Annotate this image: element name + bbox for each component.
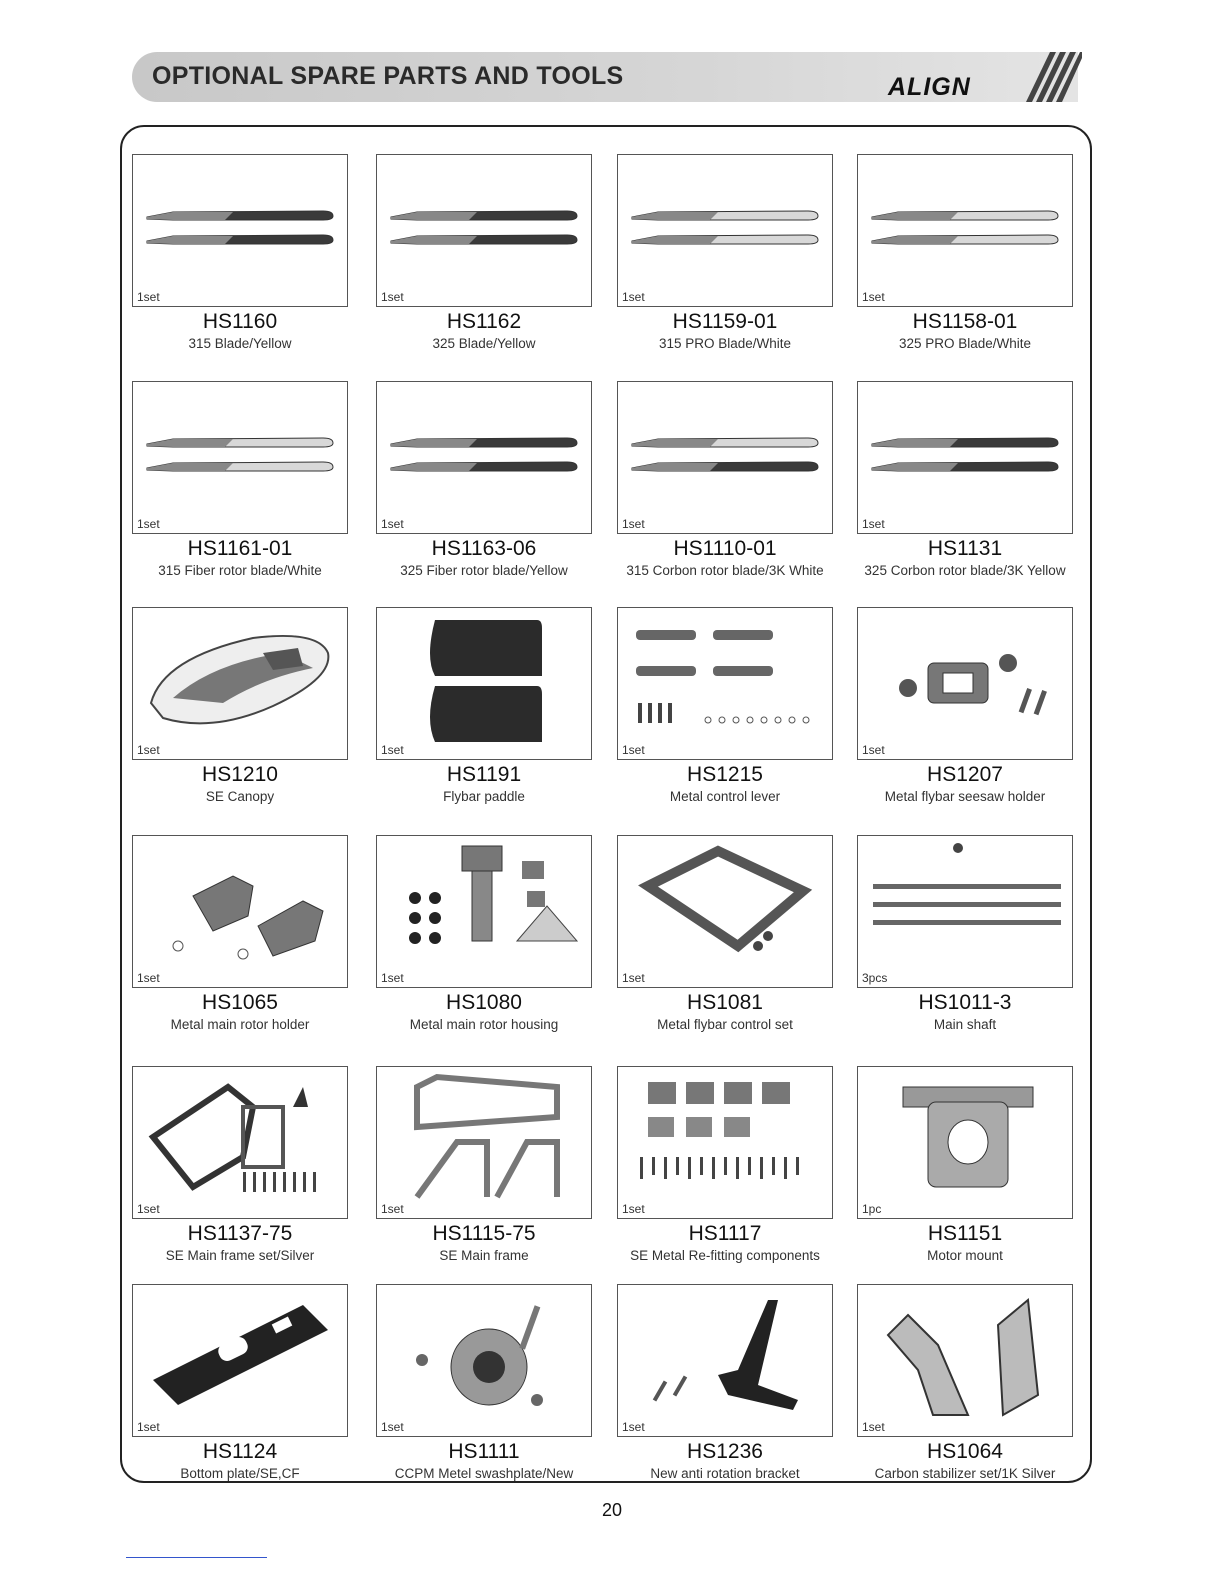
part-tile <box>132 381 348 586</box>
part-description: New anti rotation bracket <box>650 1466 800 1481</box>
part-image <box>376 381 592 534</box>
main-shaft-icon <box>858 836 1072 987</box>
swashplate-icon <box>377 1285 591 1436</box>
rotor-blades-icon <box>618 382 832 533</box>
part-image <box>132 381 348 534</box>
part-description: Metal control lever <box>669 789 781 804</box>
part-quantity: 1set <box>381 517 404 531</box>
page-title: OPTIONAL SPARE PARTS AND TOOLS <box>152 62 624 90</box>
part-code: HS1115-75 <box>432 1222 536 1245</box>
part-tile <box>617 154 833 359</box>
rotor-blades-icon <box>858 382 1072 533</box>
align-logo: ALIGN <box>888 73 971 101</box>
part-image <box>617 607 833 760</box>
flybar-paddle-icon <box>377 608 591 759</box>
part-quantity: 1set <box>381 290 404 304</box>
part-description: Bottom plate/SE,CF <box>180 1466 300 1481</box>
part-tile <box>376 381 592 586</box>
part-code: HS1137-75 <box>187 1222 293 1245</box>
anti-rotation-bracket-icon <box>618 1285 832 1436</box>
part-quantity: 1set <box>137 290 160 304</box>
part-quantity: 1set <box>137 971 160 985</box>
part-quantity: 1set <box>862 1420 885 1434</box>
part-image <box>132 1284 348 1437</box>
part-image <box>857 607 1073 760</box>
part-code: HS1151 <box>927 1222 1003 1245</box>
part-tile <box>376 154 592 359</box>
part-description: SE Canopy <box>205 789 275 804</box>
part-description: SE Main frame <box>439 1248 529 1263</box>
part-image <box>132 1066 348 1219</box>
part-code: HS1011-3 <box>918 991 1012 1014</box>
part-description: 325 PRO Blade/White <box>898 336 1032 351</box>
part-code: HS1210 <box>202 763 278 786</box>
part-description: Flybar paddle <box>443 789 525 804</box>
part-description: CCPM Metel swashplate/New <box>394 1466 574 1481</box>
refitting-components-icon <box>618 1067 832 1218</box>
rotor-blades-icon <box>377 382 591 533</box>
rotor-blades-icon <box>618 155 832 306</box>
part-description: 315 Blade/Yellow <box>188 336 292 351</box>
part-tile <box>376 607 592 812</box>
part-tile <box>376 1284 592 1489</box>
part-image <box>376 835 592 988</box>
part-tile <box>617 1066 833 1271</box>
part-quantity: 1set <box>137 743 160 757</box>
part-quantity: 1set <box>862 743 885 757</box>
part-code: HS1110-01 <box>673 537 777 560</box>
part-image <box>376 154 592 307</box>
part-description: 315 PRO Blade/White <box>658 336 792 351</box>
part-code: HS1161-01 <box>187 537 293 560</box>
part-description: SE Main frame set/Silver <box>165 1248 315 1263</box>
part-description: 325 Blade/Yellow <box>432 336 536 351</box>
part-quantity: 3pcs <box>862 971 888 985</box>
part-image <box>376 607 592 760</box>
part-description: 315 Corbon rotor blade/3K White <box>626 563 824 578</box>
part-image <box>857 154 1073 307</box>
part-image <box>617 154 833 307</box>
part-image <box>132 607 348 760</box>
part-quantity: 1pc <box>862 1202 882 1216</box>
part-quantity: 1set <box>137 1202 160 1216</box>
part-image <box>857 1284 1073 1437</box>
part-image <box>857 835 1073 988</box>
part-quantity: 1set <box>622 1420 645 1434</box>
part-code: HS1124 <box>202 1440 278 1463</box>
flybar-control-icon <box>618 836 832 987</box>
rotor-blades-icon <box>858 155 1072 306</box>
part-code: HS1236 <box>687 1440 763 1463</box>
part-code: HS1080 <box>446 991 522 1014</box>
part-description: Metal main rotor holder <box>170 1017 310 1032</box>
part-image <box>132 154 348 307</box>
part-image <box>132 835 348 988</box>
rotor-blades-icon <box>133 382 347 533</box>
part-description: Metal flybar control set <box>657 1017 793 1032</box>
part-quantity: 1set <box>137 1420 160 1434</box>
stabilizer-icon <box>858 1285 1072 1436</box>
part-code: HS1207 <box>927 763 1003 786</box>
part-quantity: 1set <box>137 517 160 531</box>
part-description: 325 Corbon rotor blade/3K Yellow <box>864 563 1066 578</box>
motor-mount-icon <box>858 1067 1072 1218</box>
part-code: HS1081 <box>687 991 763 1014</box>
footer-link-line <box>126 1557 267 1558</box>
rotor-blades-icon <box>133 155 347 306</box>
part-tile <box>857 1284 1073 1489</box>
part-quantity: 1set <box>622 743 645 757</box>
main-frame-icon <box>377 1067 591 1218</box>
part-tile <box>617 835 833 1040</box>
part-code: HS1163-06 <box>431 537 537 560</box>
part-image <box>617 381 833 534</box>
part-quantity: 1set <box>622 971 645 985</box>
part-description: Carbon stabilizer set/1K Silver <box>874 1466 1056 1481</box>
logo-stripes-icon <box>1012 52 1082 102</box>
rotor-holder-icon <box>133 836 347 987</box>
part-quantity: 1set <box>381 1202 404 1216</box>
part-tile <box>857 1066 1073 1271</box>
part-quantity: 1set <box>622 1202 645 1216</box>
part-code: HS1117 <box>688 1222 762 1245</box>
part-quantity: 1set <box>862 517 885 531</box>
bottom-plate-icon <box>133 1285 347 1436</box>
part-image <box>857 381 1073 534</box>
part-tile <box>132 835 348 1040</box>
part-code: HS1160 <box>202 310 278 333</box>
rotor-housing-icon <box>377 836 591 987</box>
part-quantity: 1set <box>381 743 404 757</box>
part-description: SE Metal Re-fitting components <box>630 1248 820 1263</box>
part-tile <box>857 154 1073 359</box>
part-tile <box>132 1066 348 1271</box>
part-quantity: 1set <box>622 517 645 531</box>
part-image <box>617 1284 833 1437</box>
part-code: HS1162 <box>446 310 522 333</box>
control-lever-icon <box>618 608 832 759</box>
part-description: 325 Fiber rotor blade/Yellow <box>400 563 568 578</box>
part-description: Metal flybar seesaw holder <box>884 789 1046 804</box>
part-code: HS1111 <box>448 1440 520 1463</box>
part-quantity: 1set <box>862 290 885 304</box>
part-tile <box>132 154 348 359</box>
part-description: 315 Fiber rotor blade/White <box>158 563 322 578</box>
part-code: HS1065 <box>202 991 278 1014</box>
part-description: Metal main rotor housing <box>409 1017 559 1032</box>
part-code: HS1131 <box>927 537 1003 560</box>
seesaw-holder-icon <box>858 608 1072 759</box>
part-tile <box>376 835 592 1040</box>
part-code: HS1158-01 <box>912 310 1018 333</box>
part-quantity: 1set <box>381 1420 404 1434</box>
main-frame-set-icon <box>133 1067 347 1218</box>
page-number: 20 <box>601 1500 623 1520</box>
rotor-blades-icon <box>377 155 591 306</box>
part-code: HS1064 <box>927 1440 1003 1463</box>
part-tile <box>617 607 833 812</box>
part-code: HS1191 <box>446 763 522 786</box>
part-image <box>857 1066 1073 1219</box>
part-tile <box>857 607 1073 812</box>
part-tile <box>132 1284 348 1489</box>
part-description: Main shaft <box>933 1017 997 1032</box>
part-quantity: 1set <box>381 971 404 985</box>
part-tile <box>376 1066 592 1271</box>
part-tile <box>617 381 833 586</box>
part-code: HS1215 <box>687 763 763 786</box>
part-tile <box>617 1284 833 1489</box>
part-tile <box>132 607 348 812</box>
part-tile <box>857 835 1073 1040</box>
part-description: Motor mount <box>927 1248 1003 1263</box>
part-image <box>617 1066 833 1219</box>
part-code: HS1159-01 <box>672 310 778 333</box>
part-image <box>617 835 833 988</box>
part-image <box>376 1066 592 1219</box>
part-image <box>376 1284 592 1437</box>
part-tile <box>857 381 1073 586</box>
part-quantity: 1set <box>622 290 645 304</box>
canopy-icon <box>133 608 347 759</box>
